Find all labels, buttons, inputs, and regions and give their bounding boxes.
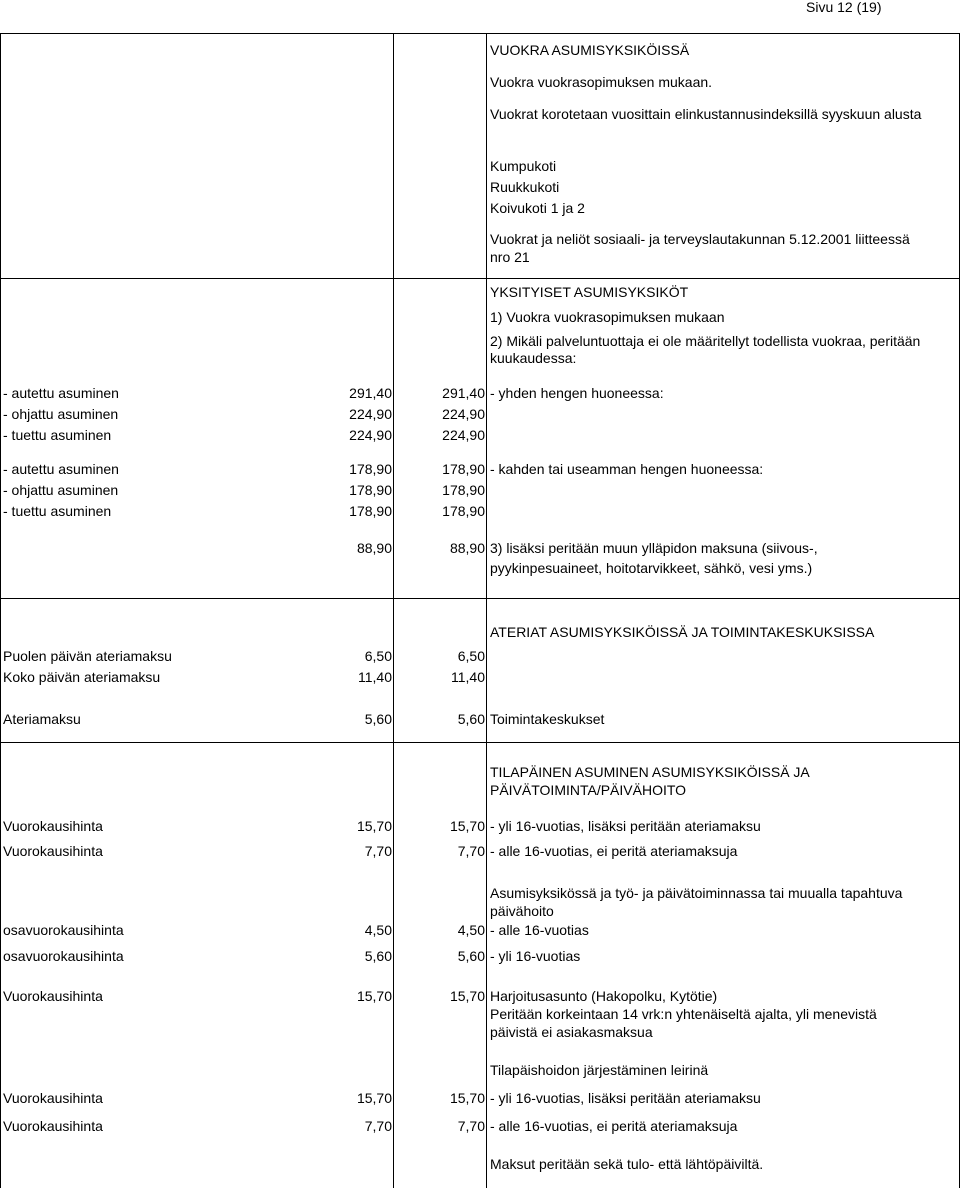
value-cell: 4,50 [457, 922, 485, 938]
value-cell: 291,40 [349, 385, 392, 401]
row-description: Toimintakeskukset [490, 711, 605, 727]
row-description: - yli 16-vuotias, lisäksi peritään ateriamaksu [490, 818, 761, 834]
value-cell: 5,60 [457, 948, 485, 964]
temporary-heading: PÄIVÄTOIMINTA/PÄIVÄHOITO [490, 782, 687, 798]
value-cell: 7,70 [457, 843, 485, 859]
row-label: - autettu asuminen [3, 461, 119, 477]
upkeep-text: 3) lisäksi peritään muun ylläpidon maksuna (siivous-, [490, 540, 818, 556]
value-cell: 11,40 [451, 669, 485, 685]
value-cell: 5,60 [457, 711, 485, 727]
meals-heading: ATERIAT ASUMISYKSIKÖISSÄ JA TOIMINTAKESKUKSISSA [490, 624, 875, 640]
unit-name: Koivukoti 1 ja 2 [490, 200, 585, 216]
value-cell: 224,90 [442, 427, 485, 443]
section-divider [0, 278, 960, 279]
section-divider [0, 598, 960, 599]
row-label: - tuettu asuminen [3, 427, 112, 443]
value-cell: 7,70 [364, 843, 392, 859]
page-number: Sivu 12 (19) [806, 0, 882, 15]
room-group-label: - kahden tai useamman hengen huoneessa: [490, 461, 764, 477]
row-label: Puolen päivän ateriamaksu [3, 648, 172, 664]
housing-note: Vuokrat ja neliöt sosiaali- ja terveyslautakunnan 5.12.2001 liitteessä [490, 231, 910, 247]
value-cell: 5,60 [364, 948, 392, 964]
value-cell: 178,90 [349, 461, 392, 477]
value-cell: 7,70 [364, 1118, 392, 1134]
row-label: Vuorokausihinta [3, 1118, 103, 1134]
value-cell: 178,90 [349, 482, 392, 498]
private-item: 2) Mikäli palveluntuottaja ei ole määritellyt todellista vuokraa, peritään [490, 333, 921, 349]
row-label: Koko päivän ateriamaksu [3, 669, 161, 685]
row-description: - yli 16-vuotias, lisäksi peritään ateriamaksu [490, 1090, 761, 1106]
table-left-border [0, 33, 1, 1188]
row-label: Vuorokausihinta [3, 988, 103, 1004]
row-description: - alle 16-vuotias [490, 922, 589, 938]
value-cell: 291,40 [442, 385, 485, 401]
row-label: - autettu asuminen [3, 385, 119, 401]
value-cell: 15,70 [449, 818, 485, 834]
column-divider [393, 33, 394, 1188]
housing-note: nro 21 [490, 249, 530, 265]
row-label: - ohjattu asuminen [3, 406, 119, 422]
footer-note: Maksut peritään sekä tulo- että lähtöpäiviltä. [490, 1156, 764, 1172]
row-label: osavuorokausihinta [3, 948, 124, 964]
value-cell: 88,90 [449, 540, 485, 556]
unit-name: Kumpukoti [490, 158, 557, 174]
value-cell: 178,90 [349, 503, 392, 519]
value-cell: 178,90 [442, 482, 485, 498]
value-cell: 224,90 [442, 406, 485, 422]
temporary-heading: TILAPÄINEN ASUMINEN ASUMISYKSIKÖISSÄ JA [490, 764, 810, 780]
value-cell: 224,90 [349, 427, 392, 443]
housing-line: Vuokra vuokrasopimuksen mukaan. [490, 74, 713, 90]
upkeep-text: pyykinpesuaineet, hoitotarvikkeet, sähkö, vesi yms.) [490, 560, 813, 576]
value-cell: 15,70 [449, 1090, 485, 1106]
daycare-text: Asumisyksikössä ja työ- ja päivätoiminnassa tai muualla tapahtuva [490, 885, 903, 901]
private-item: kuukaudessa: [490, 350, 577, 366]
row-description: - alle 16-vuotias, ei peritä ateriamaksuja [490, 843, 738, 859]
unit-name: Ruukkukoti [490, 179, 560, 195]
room-group-label: - yhden hengen huoneessa: [490, 385, 664, 401]
value-cell: 15,70 [449, 988, 485, 1004]
value-cell: 5,60 [364, 711, 392, 727]
row-label: osavuorokausihinta [3, 922, 124, 938]
row-label: Vuorokausihinta [3, 1090, 103, 1106]
table-top-border [0, 33, 960, 34]
training-note: päivistä ei asiakasmaksua [490, 1024, 653, 1040]
row-label: - tuettu asuminen [3, 503, 112, 519]
value-cell: 7,70 [457, 1118, 485, 1134]
row-label: - ohjattu asuminen [3, 482, 119, 498]
training-note: Peritään korkeintaan 14 vrk:n yhtenäiseltä ajalta, yli menevistä [490, 1006, 877, 1022]
daycare-text: päivähoito [490, 903, 554, 919]
section-divider [0, 742, 960, 743]
value-cell: 224,90 [349, 406, 392, 422]
column-divider [486, 33, 487, 1188]
private-item: 1) Vuokra vuokrasopimuksen mukaan [490, 309, 725, 325]
housing-line: Vuokrat korotetaan vuosittain elinkustannusindeksillä syyskuun alusta [490, 106, 922, 122]
camp-heading: Tilapäishoidon järjestäminen leirinä [490, 1062, 709, 1078]
value-cell: 178,90 [442, 461, 485, 477]
housing-heading: VUOKRA ASUMISYKSIKÖISSÄ [490, 42, 690, 58]
value-cell: 6,50 [364, 648, 392, 664]
value-cell: 15,70 [356, 988, 392, 1004]
value-cell: 15,70 [356, 1090, 392, 1106]
row-description: - yli 16-vuotias [490, 948, 581, 964]
row-label: Vuorokausihinta [3, 818, 103, 834]
private-heading: YKSITYISET ASUMISYKSIKÖT [490, 284, 689, 300]
value-cell: 15,70 [356, 818, 392, 834]
value-cell: 6,50 [457, 648, 485, 664]
row-label: Vuorokausihinta [3, 843, 103, 859]
value-cell: 178,90 [442, 503, 485, 519]
row-description: - alle 16-vuotias, ei peritä ateriamaksuja [490, 1118, 738, 1134]
row-label: Ateriamaksu [3, 711, 81, 727]
value-cell: 88,90 [356, 540, 392, 556]
value-cell: 4,50 [364, 922, 392, 938]
value-cell: 11,40 [358, 669, 392, 685]
row-description: Harjoitusasunto (Hakopolku, Kytötie) [490, 988, 718, 1004]
